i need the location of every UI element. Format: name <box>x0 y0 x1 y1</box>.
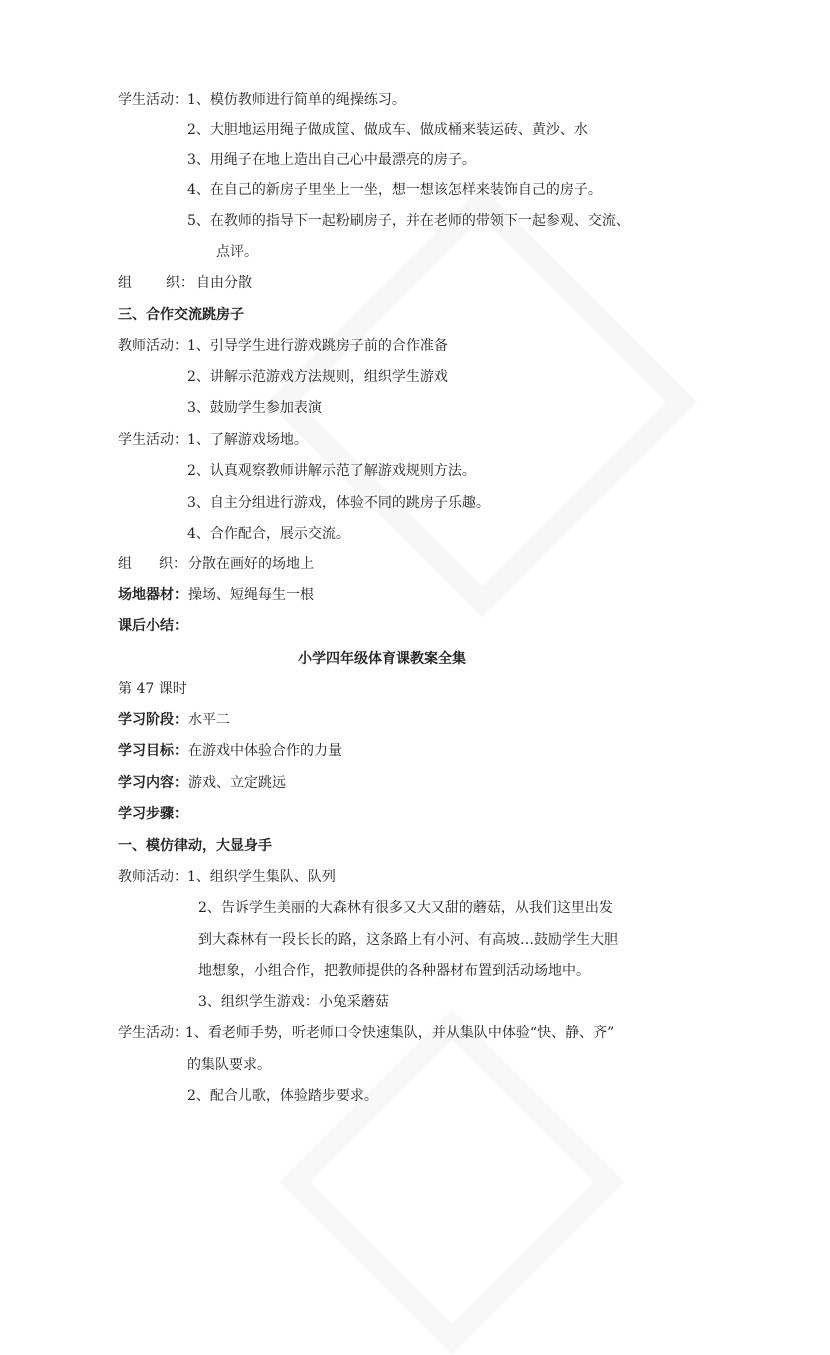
list-item: 2、认真观察教师讲解示范了解游戏规则方法。 <box>187 463 476 479</box>
list-item: 1、了解游戏场地。 <box>187 432 308 448</box>
lesson-period: 第 47 课时 <box>118 681 187 697</box>
list-item: 3、用绳子在地上造出自己心中最漂亮的房子。 <box>187 152 476 168</box>
watermark <box>267 187 697 617</box>
section-heading: 三、合作交流跳房子 <box>118 307 244 323</box>
list-item: 到大森林有一段长长的路，这条路上有小河、有高坡…鼓励学生大胆 <box>198 932 618 948</box>
goal-label: 学习目标： <box>118 743 188 759</box>
list-item: 5、在教师的指导下一起粉刷房子，并在老师的带领下一起参观、交流、 <box>187 213 630 229</box>
steps-label: 学习步骤： <box>118 806 188 822</box>
org-label: 组 <box>118 275 132 291</box>
list-item: 4、合作配合，展示交流。 <box>187 526 350 542</box>
watermark <box>279 1009 624 1354</box>
teacher-activity-label: 教师活动： <box>118 338 188 354</box>
goal-value: 在游戏中体验合作的力量 <box>188 743 342 759</box>
list-item: 1、模仿教师进行简单的绳操练习。 <box>187 92 406 108</box>
equipment-value: 操场、短绳每生一根 <box>188 587 314 603</box>
list-item: 2、讲解示范游戏方法规则，组织学生游戏 <box>187 369 448 385</box>
stage-label: 学习阶段： <box>118 712 188 728</box>
org-label: 织： <box>159 556 187 572</box>
org-label: 织： <box>166 275 194 291</box>
student-activity-label: 学生活动： <box>118 92 188 108</box>
summary-label: 课后小结： <box>118 618 188 634</box>
list-item: 2、配合儿歌，体验踏步要求。 <box>187 1088 378 1104</box>
list-item: 1、引导学生进行游戏跳房子前的合作准备 <box>187 338 448 354</box>
org-value: 分散在画好的场地上 <box>188 556 314 572</box>
list-item: 4、在自己的新房子里坐上一坐，想一想该怎样来装饰自己的房子。 <box>187 182 602 198</box>
list-item: 1、组织学生集队、队列 <box>187 869 336 885</box>
list-item: 2、告诉学生美丽的大森林有很多又大又甜的蘑菇，从我们这里出发 <box>198 900 613 916</box>
student-activity-label: 学生活动： <box>118 1025 188 1041</box>
org-label: 组 <box>118 556 132 572</box>
list-item: 的集队要求。 <box>187 1057 271 1073</box>
list-item: 点评。 <box>216 244 258 260</box>
content-value: 游戏、立定跳远 <box>188 775 286 791</box>
list-item: 3、鼓励学生参加表演 <box>187 400 322 416</box>
list-item: 1、看老师手势，听老师口令快速集队，并从集队中体验“快、静、齐” <box>185 1025 615 1041</box>
list-item: 2、大胆地运用绳子做成筐、做成车、做成桶来装运砖、黄沙、水 <box>187 122 588 138</box>
org-value: 自由分散 <box>196 275 252 291</box>
teacher-activity-label: 教师活动： <box>118 869 188 885</box>
student-activity-label: 学生活动： <box>118 432 188 448</box>
list-item: 地想象，小组合作，把教师提供的各种器材布置到活动场地中。 <box>198 963 590 979</box>
equipment-label: 场地器材： <box>118 587 188 603</box>
stage-value: 水平二 <box>188 712 230 728</box>
section-heading: 一、模仿律动，大显身手 <box>118 838 272 854</box>
list-item: 3、自主分组进行游戏，体验不同的跳房子乐趣。 <box>187 495 490 511</box>
document-title: 小学四年级体育课教案全集 <box>298 651 466 667</box>
list-item: 3、组织学生游戏：小兔采蘑菇 <box>198 994 389 1010</box>
content-label: 学习内容： <box>118 775 188 791</box>
